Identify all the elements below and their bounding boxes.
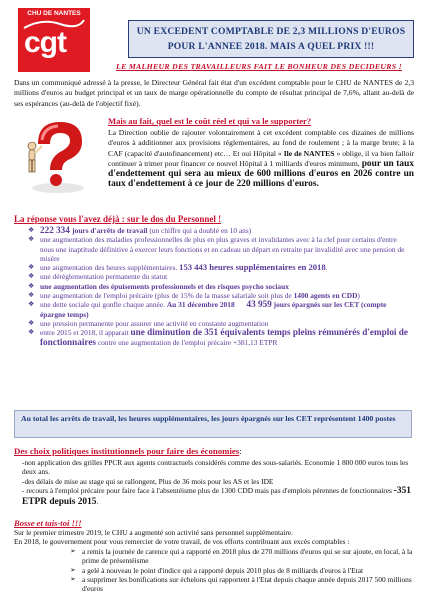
page-title-box [128,20,414,58]
section-4-list [14,547,414,594]
item-text: une augmentation des heures supplémentaires. [40,263,180,273]
item-note: (un chiffre qui a doublé en 10 ans) [147,226,252,235]
section-3-line: -non application des grilles PPCR aux agents contractuels considérés comme des sous-salariés. Economie 1 800 000 euros tous les deux ans. [22,458,409,477]
title-line-2: POUR L'ANNEE 2018. MAIS A QUEL PRIX !!! [167,41,375,52]
item-text: une dérèglementation permanente du statut [40,272,168,282]
item-label: jours d'arrêts de travail [72,226,148,235]
cgt-logo [18,8,90,72]
item-tail: jours épargnés sur les CET (compte épargne temps) [40,300,387,319]
section-2-heading: La réponse vous l'avez déjà : sur le dos du Personnel ! [14,214,222,224]
title-line-1: UN EXCEDENT COMPTABLE DE 2,3 MILLIONS D'EUROS [136,26,406,37]
item-highlight: 43 959 [246,299,272,310]
summary-highlight-box: Au total les arrêts de travail, les heures supplémentaires, les jours épargnés sur les CET représentent 1400 postes [14,410,412,438]
page-subtitle: LE MALHEUR DES TRAVAILLEURS FAIT LE BONHEUR DES DECIDEURS ! [116,62,402,71]
list-item [28,235,408,263]
intro-paragraph: Dans un communiqué adressé à la presse, le Directeur Général fait état d'un excédent comptable pour le CHU de NANTES de 2,3 millions d'euros au budget principal et un taux de marge opérationnelle du compte de résultat principal de 7,6%, allant au-delà de ses espérances (au-delà de l'objectif fixé). [14,78,414,108]
list-item: ➢ a supprimer les bonifications sur échelons qui rapportent à l'Etat depuis chaque année depuis 2017 500 millions d'euros [70,575,414,594]
question-text-a: La Direction oublie de rajouter volontairement à cet excédent comptable ces dizaines de millions d'euros à additionner aux provisions réglementaires, au fond de roulement ; à la marge brute; à la CAF (capacité d'autofinancement) etc… Et oui Hôpital « [108,128,414,158]
item-text: une dette sociale qui gonfle chaque année. [40,300,167,310]
list-item [28,328,408,347]
section-4-line: Sur le premier trimestre 2019, le CHU a augmenté son activité sans personnel supplémentaire. [14,528,293,537]
question-paragraph [108,128,414,190]
question-text-hospital: Ile de NANTES [283,148,335,158]
section-3-line [22,486,414,507]
question-heading: Mais au fait, quel est le coût réel et qui va le supporter? [108,116,312,126]
section-3-highlight: -351 ETPR depuis 2015 [22,486,411,507]
item-highlight: 1400 agents en CDD [293,291,358,301]
item-text: une pression permanente pour assurer une activité en constante augmentation [40,318,269,328]
section-2-list [28,226,408,347]
list-item: ➢ a remis la journée de carence qui a rapporté en 2018 plus de 270 millions d'euros qui se sur ajoute, en local, à la prime de présentéisme [70,547,414,566]
question-text-debt: pour un taux d'endettement qui sera au mieux de 600 millions d'euros en 2026 contre un taux d'endettement à ce jour de 220 millions d'euros. [108,158,414,190]
list-item [28,300,408,319]
list-item [28,291,408,300]
question-text-c: » oblige, il va bien falloir continuer à trimer pour financer ce nouvel Hôpital à 1 milliards d'euros minimum, [108,148,414,168]
item-tail: . [325,263,328,273]
section-3-line-text: - recours à l'emploi précaire pour faire face à l'absentéisme plus de 1300 CDD mais pas d'emplois pérennes de fonctionnaires [22,486,394,496]
item-date: Au 31 décembre 2018 [166,300,235,310]
item-text: une augmentation des maladies professionnelles de plus en plus graves et invalidantes avec à la clef pour certains d'entre nous une inaptitude définitive à exercer leurs fonctions et en cadeau un départ en retraite par invalidité avec une pension de misère [40,235,405,263]
section-4-body [14,528,414,594]
section-3-heading-text: Des choix politiques institutionnels pour faire des économies [14,446,240,456]
item-highlight: 153 443 heures supplémentaires en 2018 [179,262,326,273]
item-text: entre 2015 et 2018, il apparait [40,328,131,338]
logo-org-label: CHU DE NANTES [27,10,81,17]
list-item: ➢ a gelé à nouveau le point d'indice qui a rapporté depuis 2010 plus de 8 milliards d'euros à l'Etat [70,566,414,575]
section-3-heading [14,446,242,456]
question-mark-icon [16,116,98,194]
item-value: 222 334 [40,225,73,235]
logo-text: cgt [24,26,66,59]
list-item [28,263,408,272]
section-4-heading: Bosse et tais-toi !!! [14,518,82,528]
list-item [28,282,408,291]
section-4-line: En 2018, le gouvernement pour vous remercier de votre travail, de vos efforts contribuant aux excès comptables : [14,537,350,547]
list-item [28,226,408,235]
item-text: une augmentation des épuisements professionnels et des risques psycho sociaux [40,281,289,291]
item-tail: contre une augmentation de l'emploi précaire +381,13 ETPR [95,337,278,347]
item-tail: ) [357,291,360,301]
section-3-heading-tail: : [239,446,242,456]
item-highlight: une diminution de 351 équivalents temps pleins rémunérés d'emploi de fonctionnaires [40,327,408,347]
list-item [28,272,408,281]
section-3-body [22,458,414,507]
section-3-line: -des délais de mise au stage qui se rallongent, Plus de 36 mois pour les AS et les IDE [22,476,274,486]
section-3-tail: . [96,496,99,506]
item-text: une augmentation de l'emploi précaire (plus de 15% de la masse salariale soit plus de [40,291,294,301]
